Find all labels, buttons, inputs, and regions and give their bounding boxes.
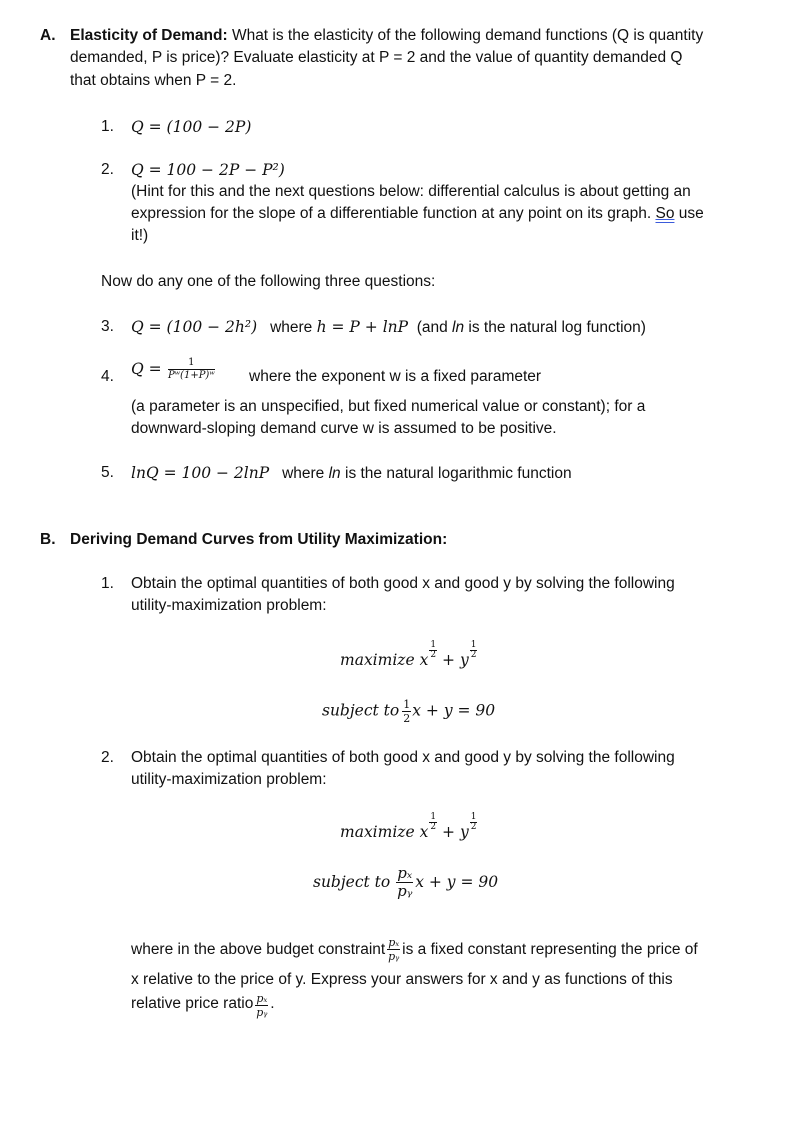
b2-subject-to: subject to: [313, 872, 391, 891]
a-item4-denominator: Pʷ(1+P)ʷ: [167, 370, 215, 381]
b2-after-3-end: .: [270, 995, 275, 1012]
a-item3-paren-open: (and: [416, 319, 448, 336]
b1-y-exp-num: 1: [470, 640, 477, 650]
b-item1-text-line2: utility-maximization problem:: [131, 597, 327, 614]
b1-plus: +: [442, 651, 455, 669]
a-item4-number: 4.: [101, 368, 114, 385]
b2-y: y: [459, 823, 469, 841]
b2-after-ratio-1-py: pᵧ: [388, 950, 400, 963]
b2-after-ratio-1: [387, 937, 400, 962]
a-item3-number: 3.: [101, 318, 114, 335]
b2-after-ratio-2: [255, 993, 268, 1018]
a-item3-where: where: [270, 319, 313, 336]
a-item3-formula: Q = (100 − 2h²): [131, 318, 258, 336]
b-item2-constraint: [313, 866, 498, 899]
b2-after-ratio-1-px: pₓ: [388, 936, 400, 949]
b2-maximize-word: maximize: [340, 823, 415, 841]
a-item3-line: [131, 316, 646, 339]
a-item4-line2: (a parameter is an unspecified, but fixed numerical value or constant); for a: [131, 398, 646, 415]
a-item3-h-def: h = P + lnP: [316, 318, 409, 336]
b2-after-ratio-2-py: pᵧ: [256, 1006, 268, 1019]
b2-x-exp-num: 1: [430, 812, 437, 822]
b2-y-exp-den: 2: [470, 822, 477, 832]
a-item2-hint-line2: [131, 203, 704, 225]
b2-x-exponent: [429, 813, 437, 832]
b1-constraint-rest: x + y = 90: [412, 701, 496, 720]
b-item2-number: 2.: [101, 749, 114, 766]
b2-y-exponent: [470, 813, 478, 832]
a-item4-lhs: Q =: [131, 359, 162, 378]
section-a-letter: A.: [40, 27, 56, 44]
b2-price-ratio: [396, 866, 413, 899]
section-a-intro-1: What is the elasticity of the following demand functions (Q is quantity: [231, 27, 704, 44]
b1-x-exp-num: 1: [430, 640, 437, 650]
section-a-intro-line1: [70, 25, 703, 47]
b1-x-exponent: [429, 641, 437, 660]
a-item3-ln: ln: [452, 319, 465, 336]
b1-y-exponent: [470, 641, 478, 660]
b-item1-number: 1.: [101, 575, 114, 592]
a-item2-number: 2.: [101, 161, 114, 178]
a-item2-formula: Q = 100 − 2P − P²): [131, 161, 285, 179]
a-item3-paren-rest: is the natural log function): [468, 319, 646, 336]
b1-y-exp-den: 2: [470, 650, 477, 660]
b2-py: pᵧ: [397, 882, 413, 900]
b2-after-ratio-2-px: pₓ: [256, 992, 268, 1005]
a-item5-line: [131, 462, 572, 485]
a-item2-hint-use: use: [678, 205, 704, 222]
a-item2-hint-2: expression for the slope of a differentiable function at any point on its graph.: [131, 205, 652, 222]
b2-y-exp-num: 1: [470, 812, 477, 822]
b-item2-after-line3: [131, 993, 275, 1018]
b1-subject-to: subject to: [322, 701, 400, 720]
a-item2-hint-so: So: [655, 205, 675, 222]
a-item5-where: where: [282, 465, 325, 482]
b1-maximize-word: maximize: [340, 651, 415, 669]
section-a-intro-line3: that obtains when P = 2.: [70, 72, 237, 89]
section-b-letter: B.: [40, 531, 56, 548]
a-item2-hint-line3: it!): [131, 227, 149, 244]
a-item4-desc: where the exponent w is a fixed parameter: [249, 368, 542, 385]
a-item5-formula: lnQ = 100 − 2lnP: [131, 464, 270, 482]
b-item2-text-line1: Obtain the optimal quantities of both good x and good y by solving the following: [131, 749, 675, 766]
b-item1-constraint: [322, 699, 495, 724]
section-a-intro-line2: demanded, P is price)? Evaluate elasticity at P = 2 and the value of quantity demanded Q: [70, 49, 683, 66]
b2-x-exp-den: 2: [430, 822, 437, 832]
a-item4-formula: [131, 358, 217, 381]
b1-y: y: [459, 651, 469, 669]
b1-x-exp-den: 2: [430, 650, 437, 660]
section-a-title: Elasticity of Demand:: [70, 27, 228, 44]
now-do-instruction: Now do any one of the following three questions:: [101, 273, 436, 290]
a-item5-rest: is the natural logarithmic function: [345, 465, 572, 482]
b-item1-objective: [340, 640, 477, 671]
b1-coef-den: 2: [403, 712, 411, 725]
b2-px: pₓ: [397, 864, 413, 882]
a-item5-number: 5.: [101, 464, 114, 481]
a-item4-line3: downward-sloping demand curve w is assumed to be positive.: [131, 420, 557, 437]
b2-after-1a: where in the above budget constraint: [131, 941, 386, 958]
a-item4-fraction: [168, 358, 215, 381]
a-item5-ln: ln: [328, 465, 341, 482]
b2-plus: +: [442, 823, 455, 841]
b1-coef-num: 1: [403, 698, 411, 711]
b-item2-objective: [340, 812, 477, 843]
b-item2-after-line1: [131, 937, 698, 962]
a-item2-hint-line1: (Hint for this and the next questions below: differential calculus is about getting an: [131, 183, 691, 200]
a-item1-formula: Q = (100 − 2P): [131, 118, 252, 136]
b-item2-text-line2: utility-maximization problem:: [131, 771, 327, 788]
b2-after-3: relative price ratio: [131, 995, 254, 1012]
b2-after-1b: is a fixed constant representing the price of: [402, 941, 698, 958]
a-item4-numerator: 1: [168, 358, 215, 370]
a-item1-number: 1.: [101, 118, 114, 135]
b1-coef-fraction: [402, 699, 411, 724]
section-b-title: Deriving Demand Curves from Utility Maximization:: [70, 531, 448, 548]
b-item2-after-line2: x relative to the price of y. Express your answers for x and y as functions of this: [131, 971, 673, 988]
b2-x: x: [419, 823, 429, 841]
b-item1-text-line1: Obtain the optimal quantities of both good x and good y by solving the following: [131, 575, 675, 592]
b1-x: x: [419, 651, 429, 669]
b2-constraint-rest: x + y = 90: [415, 872, 499, 891]
